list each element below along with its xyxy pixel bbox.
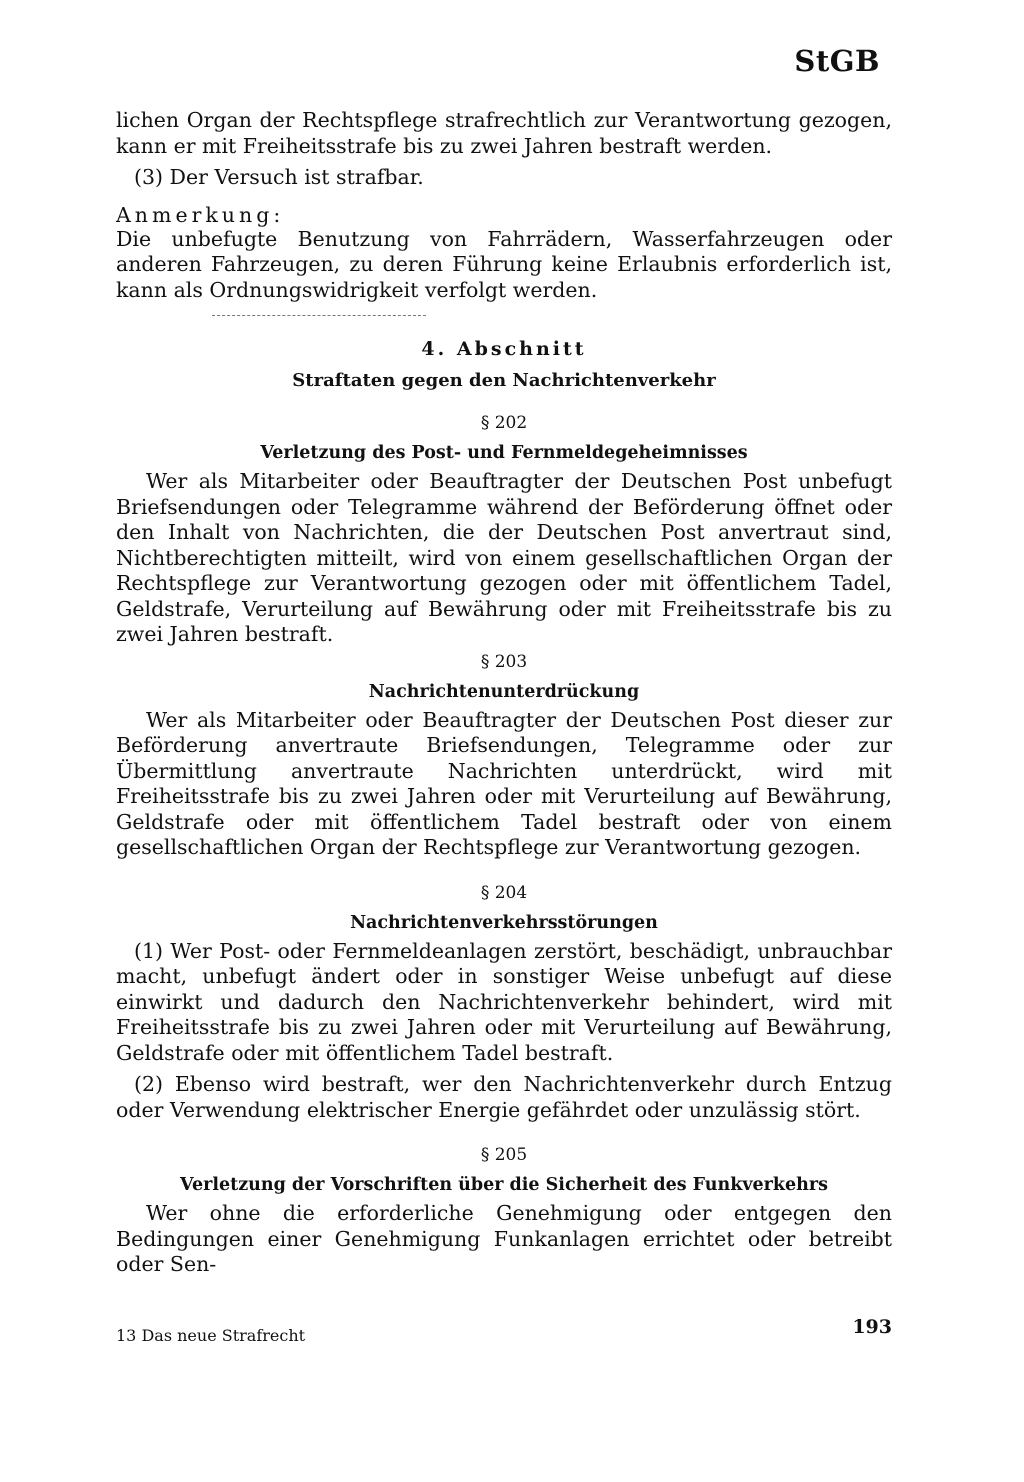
paragraph-number: § 205	[480, 1145, 528, 1165]
paragraph-text: Wer als Mitarbeiter oder Beauftragter der Deutschen Post unbefugt Briefsendungen oder Telegramme während der Beförderung öffnet oder den Inhalt von Nachrichten, die der Deutschen Post anvertraut sind, Nichtberechtigten mitteilt, wird von einem gesellschaftlichen Organ der Rechtspflege zur Verantwortung gezogen oder mit öffentlichem Tadel, Geldstrafe, Verurteilung auf Bewährung oder mit Freiheitsstrafe bis zu zwei Jahren bestraft.	[116, 469, 892, 646]
paragraph-text: Wer als Mitarbeiter oder Beauftragter der Deutschen Post dieser zur Beförderung anvertraute Briefsendungen, Telegramme oder zur Übermittlung anvertraute Nachrichten unterdrückt, wird mit Freiheitsstrafe bis zu zwei Jahren oder mit Verurteilung auf Bewährung, Geldstrafe oder mit öffentlichem Tadel bestraft oder von einem gesellschaftlichen Organ der Rechtspflege zur Verantwortung gezogen.	[116, 707, 892, 859]
note-title: Anmerkung:	[116, 202, 285, 227]
paragraph-title: Nachrichtenunterdrückung	[368, 681, 640, 702]
divider-line	[212, 315, 426, 316]
page-body	[116, 108, 892, 1278]
law-code-header: StGB	[794, 44, 880, 78]
paragraph-title: Verletzung des Post- und Fernmeldegeheimnisses	[260, 443, 748, 463]
page-number: 193	[852, 1316, 892, 1338]
paragraph-title: Verletzung der Vorschriften über die Sicherheit des Funkverkehrs	[180, 1175, 828, 1195]
paragraph-number: § 202	[480, 413, 528, 433]
paragraph-number: § 203	[480, 651, 528, 672]
attempt-clause: (3) Der Versuch ist strafbar.	[134, 165, 424, 189]
paragraph-text: Wer ohne die erforderliche Genehmigung oder entgegen den Bedingungen einer Genehmigung Funkanlagen errichtet oder betreibt oder Sen-	[116, 1201, 892, 1276]
paragraph-text: (1) Wer Post- oder Fernmeldeanlagen zerstört, beschädigt, unbrauchbar macht, unbefugt ändert oder in sonstiger Weise unbefugt auf diese einwirkt und dadurch den Nachrichtenverkehr behindert, wird mit Freiheitsstrafe bis zu zwei Jahren oder mit Verurteilung auf Bewährung, Geldstrafe oder mit öffentlichem Tadel bestraft.	[116, 938, 892, 1065]
section-number: 4. Abschnitt	[421, 338, 587, 360]
book-signature: 13 Das neue Strafrecht	[116, 1326, 306, 1345]
paragraph-number: § 204	[480, 882, 528, 903]
paragraph-title: Nachrichtenverkehrsstörungen	[350, 912, 658, 933]
section-title: Straftaten gegen den Nachrichtenverkehr	[292, 370, 716, 391]
paragraph-text: (2) Ebenso wird bestraft, wer den Nachrichtenverkehr durch Entzug oder Verwendung elektrischer Energie gefährdet oder unzulässig stört.	[116, 1072, 892, 1122]
note-text: Die unbefugte Benutzung von Fahrrädern, Wasserfahrzeugen oder anderen Fahrzeugen, zu deren Führung keine Erlaubnis erforderlich ist, kann als Ordnungswidrigkeit verfolgt werden.	[116, 226, 892, 302]
continuation-text: lichen Organ der Rechtspflege strafrechtlich zur Verantwortung gezogen, kann er mit Freiheitsstrafe bis zu zwei Jahren bestraft werden.	[116, 108, 892, 158]
